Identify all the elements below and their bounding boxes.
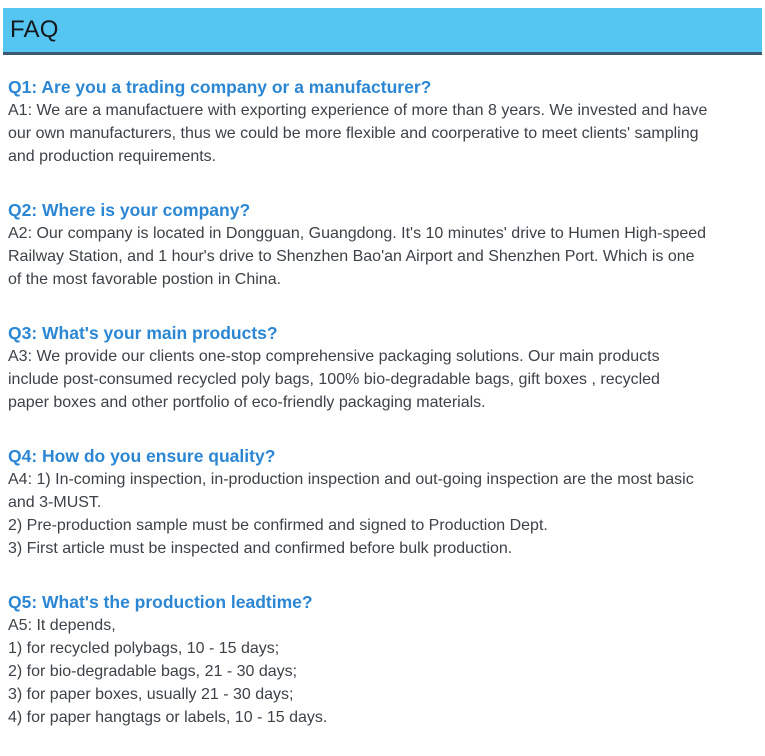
faq-question: Q4: How do you ensure quality? (8, 446, 276, 466)
faq-item-q4 (8, 445, 757, 560)
faq-question: Q1: Are you a trading company or a manufacturer? (8, 77, 432, 97)
faq-item-q5 (8, 591, 757, 729)
faq-answer-line: 3) for paper boxes, usually 21 - 30 days; (8, 686, 294, 703)
faq-answer-line: 2) Pre-production sample must be confirmed and signed to Production Dept. (8, 517, 548, 534)
faq-answer-line: 3) First article must be inspected and confirmed before bulk production. (8, 540, 513, 557)
faq-answer-line: of the most favorable postion in China. (8, 271, 282, 288)
faq-question: Q5: What's the production leadtime? (8, 592, 313, 612)
faq-answer-line: 2) for bio-degradable bags, 21 - 30 days; (8, 663, 298, 680)
faq-answer-line: paper boxes and other portfolio of eco-friendly packaging materials. (8, 394, 486, 411)
faq-answer-line: 1) for recycled polybags, 10 - 15 days; (8, 640, 280, 657)
faq-answer-line: and 3-MUST. (8, 494, 102, 511)
faq-item-q3 (8, 322, 757, 414)
faq-question: Q3: What's your main products? (8, 323, 278, 343)
faq-header-title: FAQ (10, 16, 59, 43)
faq-answer-line: A3: We provide our clients one-stop comprehensive packaging solutions. Our main products (8, 348, 660, 365)
faq-item-q2 (8, 199, 757, 291)
faq-question: Q2: Where is your company? (8, 200, 251, 220)
faq-answer-line: A4: 1) In-coming inspection, in-production inspection and out-going inspection are the most basic (8, 471, 694, 488)
faq-answer-line: A1: We are a manufactuere with exporting experience of more than 8 years. We invested and have (8, 102, 708, 119)
faq-answer-line: 4) for paper hangtags or labels, 10 - 15 days. (8, 709, 328, 726)
faq-header-bar (3, 8, 762, 55)
faq-answer-line: include post-consumed recycled poly bags, 100% bio-degradable bags, gift boxes , recycled (8, 371, 660, 388)
faq-answer-line: A5: It depends, (8, 617, 116, 634)
faq-item-q1 (8, 76, 757, 168)
faq-answer-line: Railway Station, and 1 hour's drive to Shenzhen Bao'an Airport and Shenzhen Port. Which is one (8, 248, 695, 265)
faq-answer-line: A2: Our company is located in Dongguan, Guangdong. It's 10 minutes' drive to Humen High-speed (8, 225, 707, 242)
faq-list (0, 76, 765, 729)
faq-answer-line: our own manufacturers, thus we could be more flexible and coorperative to meet clients' sampling (8, 125, 699, 142)
faq-answer-line: and production requirements. (8, 148, 217, 165)
